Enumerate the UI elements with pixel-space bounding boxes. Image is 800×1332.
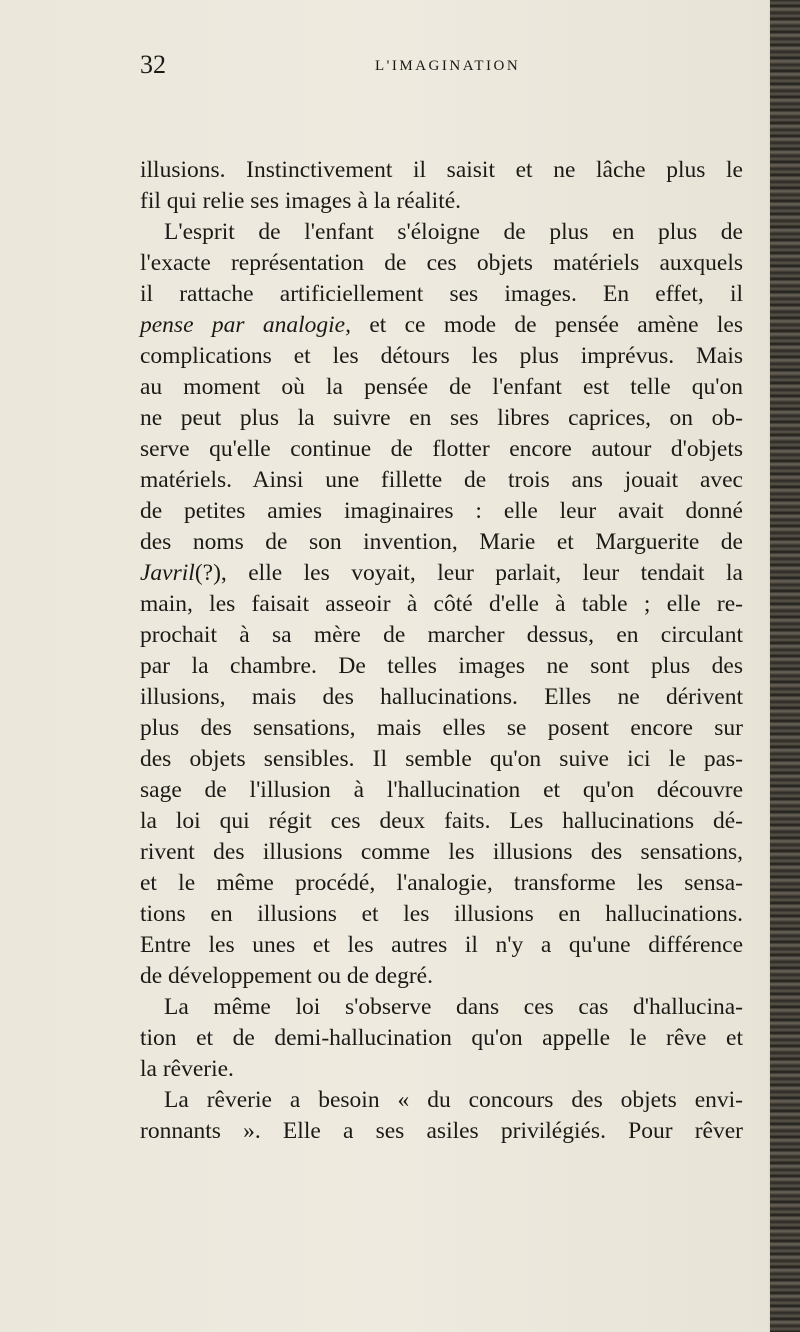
text-line: illusions. Instinctivement il saisit et ne lâche plus le: [140, 157, 743, 183]
text-line: tion et de demi-hallucination qu'on appelle le rêve et: [140, 1025, 743, 1051]
text-line: rivent des illusions comme les illusions des sensations,: [140, 839, 743, 865]
text-line: et le même procédé, l'analogie, transforme les sensa-: [140, 870, 743, 896]
text-line: la loi qui régit ces deux faits. Les hallucinations dé-: [140, 808, 743, 834]
text-line: par la chambre. De telles images ne sont plus des: [140, 653, 743, 679]
book-binding-edge: [770, 0, 800, 1332]
running-title: L'IMAGINATION: [375, 58, 521, 74]
text-line: fil qui relie ses images à la réalité.: [140, 188, 462, 214]
italic-phrase: Javril: [140, 560, 195, 586]
body-text: [140, 155, 743, 1147]
text-line: il rattache artificiellement ses images. En effet, il: [140, 281, 743, 307]
text-line: matériels. Ainsi une fillette de trois ans jouait avec: [140, 467, 743, 493]
page-number: 32: [140, 50, 166, 79]
text-segment: (?), elle les voyait, leur parlait, leur tendait la: [194, 560, 743, 586]
text-line: de petites amies imaginaires : elle leur avait donné: [140, 498, 743, 524]
paragraph-start-line: La rêverie a besoin « du concours des objets envi-: [164, 1087, 743, 1113]
page-header: [140, 50, 740, 84]
text-line: l'exacte représentation de ces objets matériels auxquels: [140, 250, 743, 276]
paragraph-start-line: La même loi s'observe dans ces cas d'hallucina-: [164, 994, 743, 1020]
text-segment: et ce mode de pensée amène les: [350, 312, 743, 338]
text-line: des noms de son invention, Marie et Marguerite de: [140, 529, 743, 555]
text-line: serve qu'elle continue de flotter encore autour d'objets: [140, 436, 743, 462]
text-line: Entre les unes et les autres il n'y a qu'une différence: [140, 932, 743, 958]
text-line: prochait à sa mère de marcher dessus, en circulant: [140, 622, 743, 648]
text-line: au moment où la pensée de l'enfant est telle qu'on: [140, 374, 743, 400]
text-line: tions en illusions et les illusions en hallucinations.: [140, 901, 743, 927]
text-line: la rêverie.: [140, 1056, 234, 1082]
text-line: plus des sensations, mais elles se posent encore sur: [140, 715, 743, 741]
text-line: illusions, mais des hallucinations. Elles ne dérivent: [140, 684, 743, 710]
text-line: main, les faisait asseoir à côté d'elle à table ; elle re-: [140, 591, 743, 617]
text-line: [140, 558, 743, 589]
text-line: [140, 310, 743, 341]
text-line: de développement ou de degré.: [140, 963, 433, 989]
text-line: des objets sensibles. Il semble qu'on suive ici le pas-: [140, 746, 743, 772]
italic-phrase: pense par analogie,: [140, 312, 351, 338]
text-line: ne peut plus la suivre en ses libres caprices, on ob-: [140, 405, 743, 431]
paragraph-start-line: L'esprit de l'enfant s'éloigne de plus en plus de: [164, 219, 743, 245]
text-line: complications et les détours les plus imprévus. Mais: [140, 343, 743, 369]
text-line: ronnants ». Elle a ses asiles privilégiés. Pour rêver: [140, 1118, 743, 1144]
text-line: sage de l'illusion à l'hallucination et qu'on découvre: [140, 777, 743, 803]
